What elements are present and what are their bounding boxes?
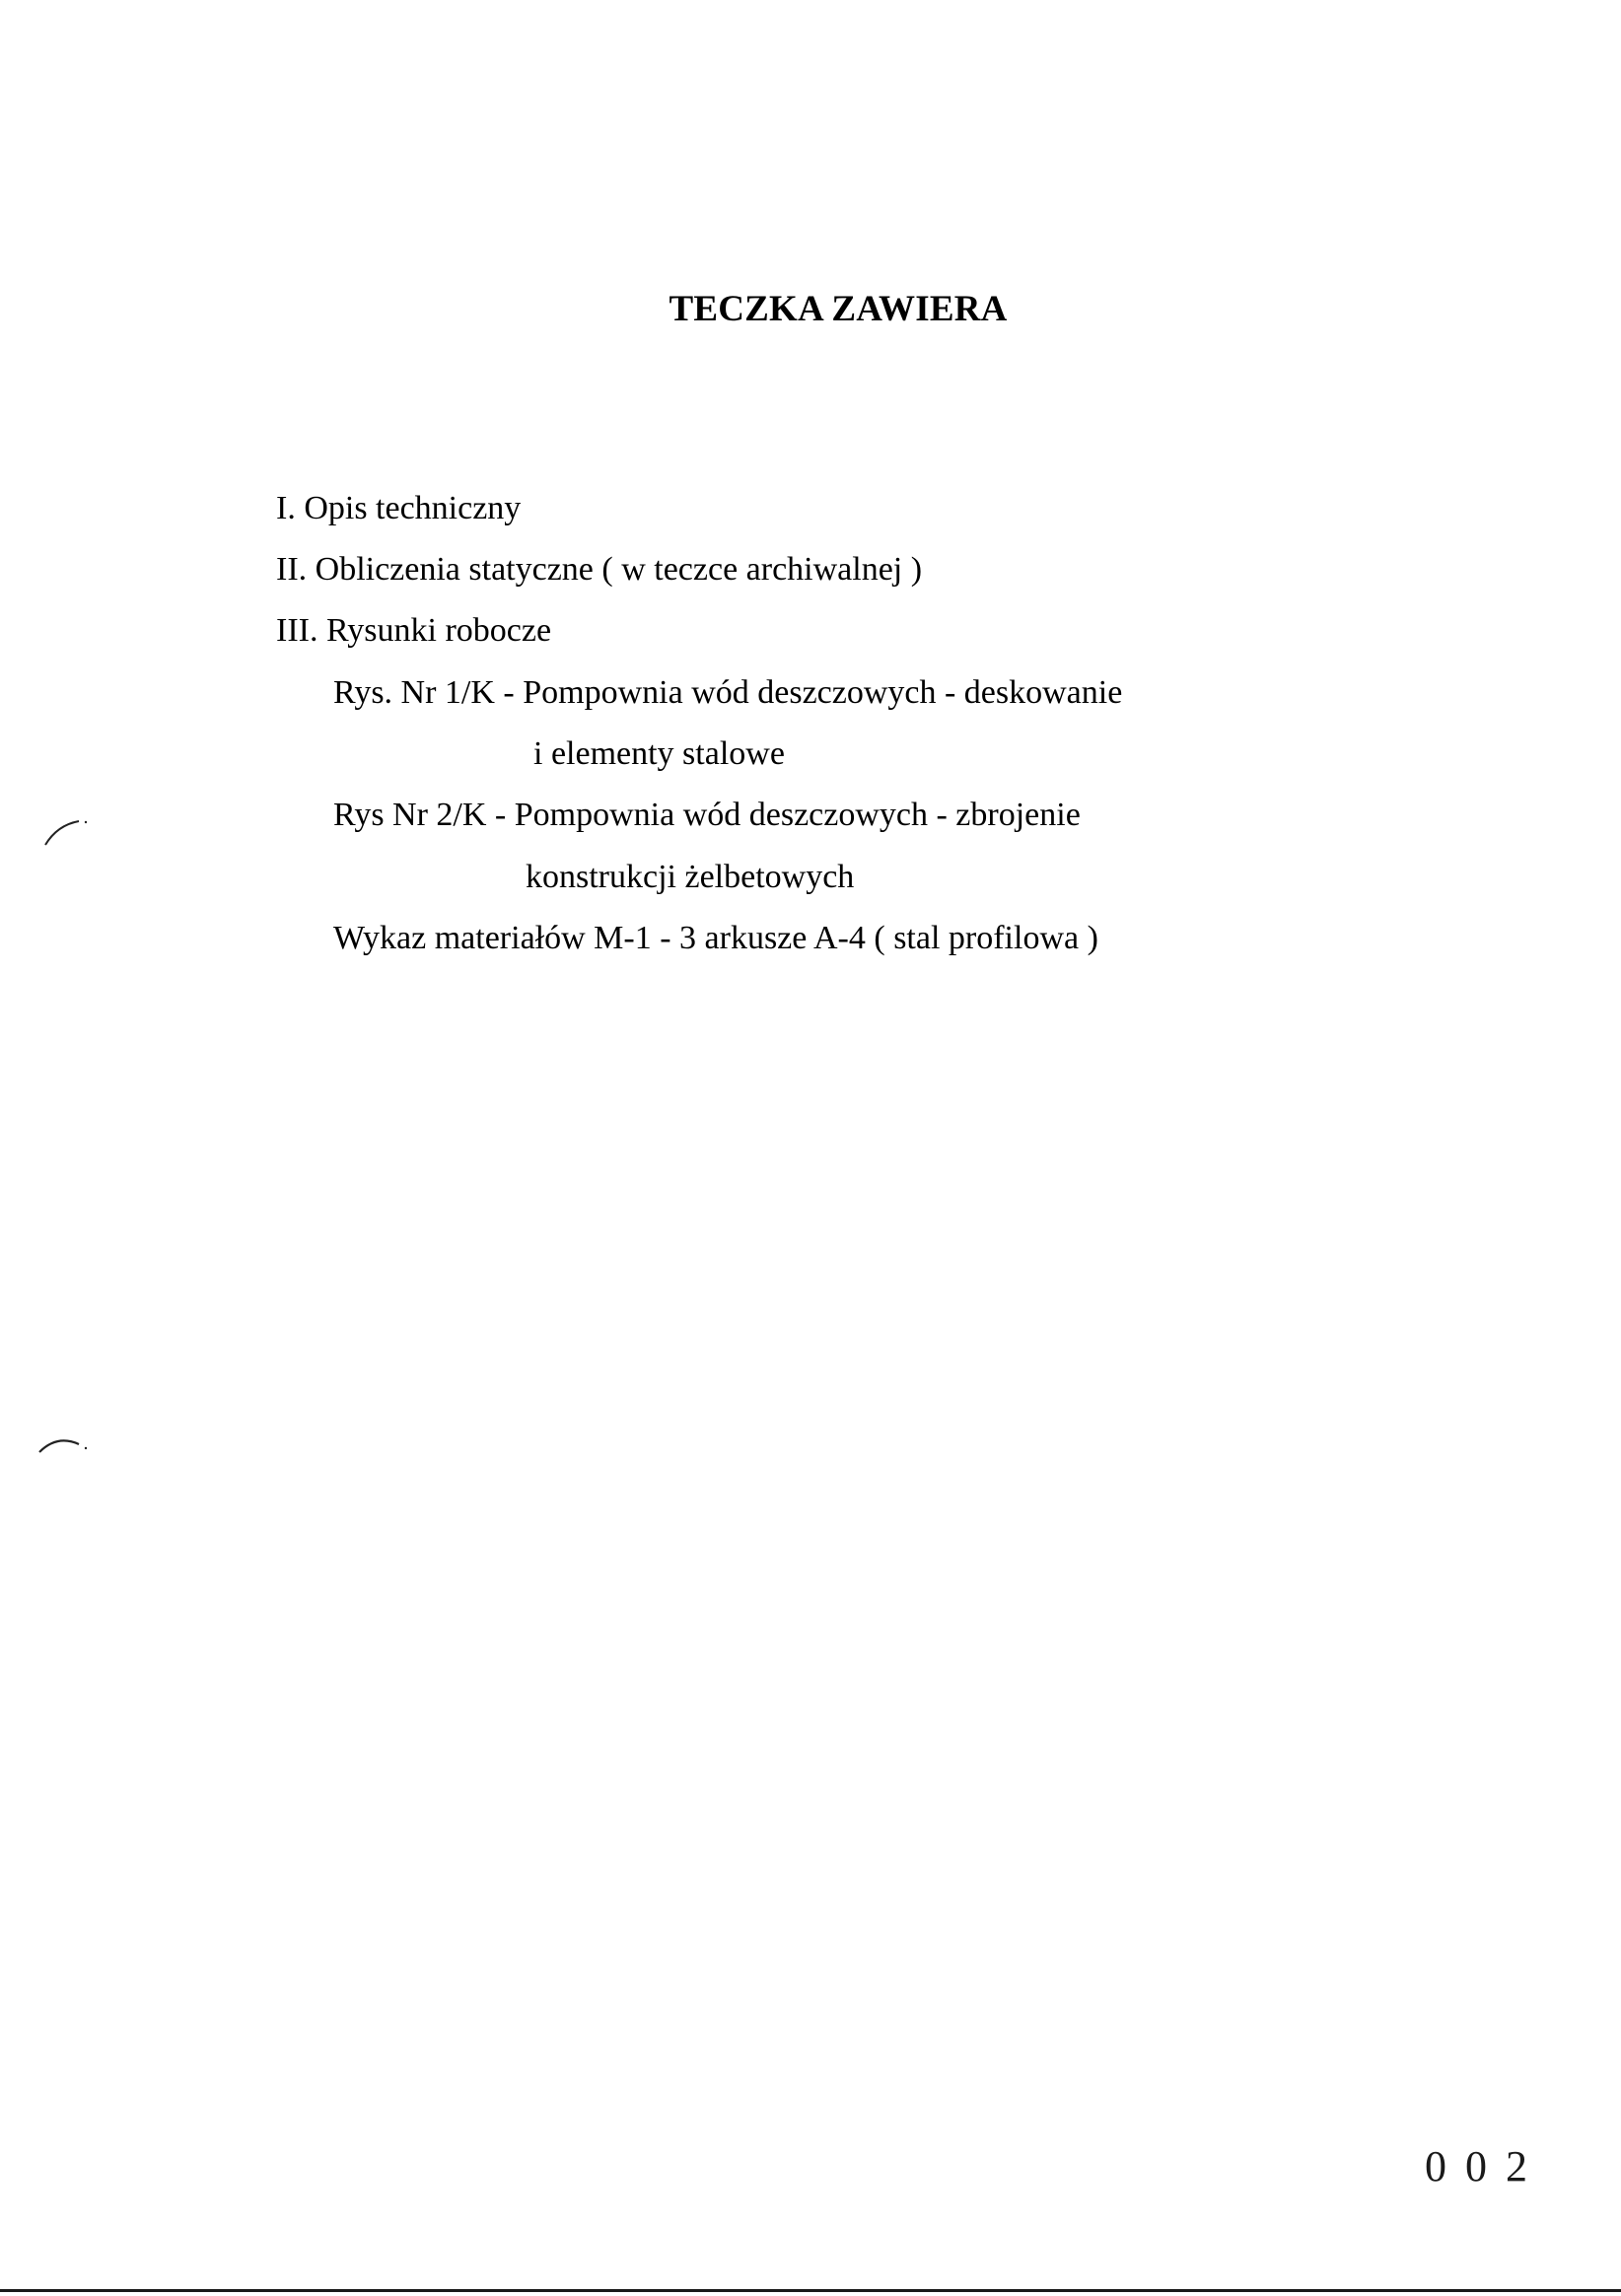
- list-item-obliczenia-statyczne: II. Obliczenia statyczne ( w teczce archiwalnej ): [276, 551, 923, 588]
- page-number: 0 0 2: [1425, 2142, 1531, 2191]
- list-item-rys-nr-1-continuation: i elementy stalowe: [533, 735, 785, 772]
- scan-bottom-edge: [0, 2289, 1621, 2292]
- list-item-rys-nr-2-continuation: konstrukcji żelbetowych: [526, 859, 855, 895]
- page-title: TECZKA ZAWIERA: [669, 289, 1008, 329]
- list-item-opis-techniczny: I. Opis techniczny: [276, 490, 522, 526]
- list-item-rys-nr-1: Rys. Nr 1/K - Pompownia wód deszczowych - deskowanie: [333, 674, 1123, 711]
- list-item-wykaz-materialow: Wykaz materiałów M-1 - 3 arkusze A-4 ( stal profilowa ): [333, 920, 1098, 956]
- list-item-rys-nr-2: Rys Nr 2/K - Pompownia wód deszczowych - zbrojenie: [333, 797, 1081, 833]
- list-item-rysunki-robocze: III. Rysunki robocze: [276, 612, 552, 649]
- punch-hole-mark-lower: [35, 1425, 95, 1464]
- punch-hole-mark-upper: [39, 803, 99, 853]
